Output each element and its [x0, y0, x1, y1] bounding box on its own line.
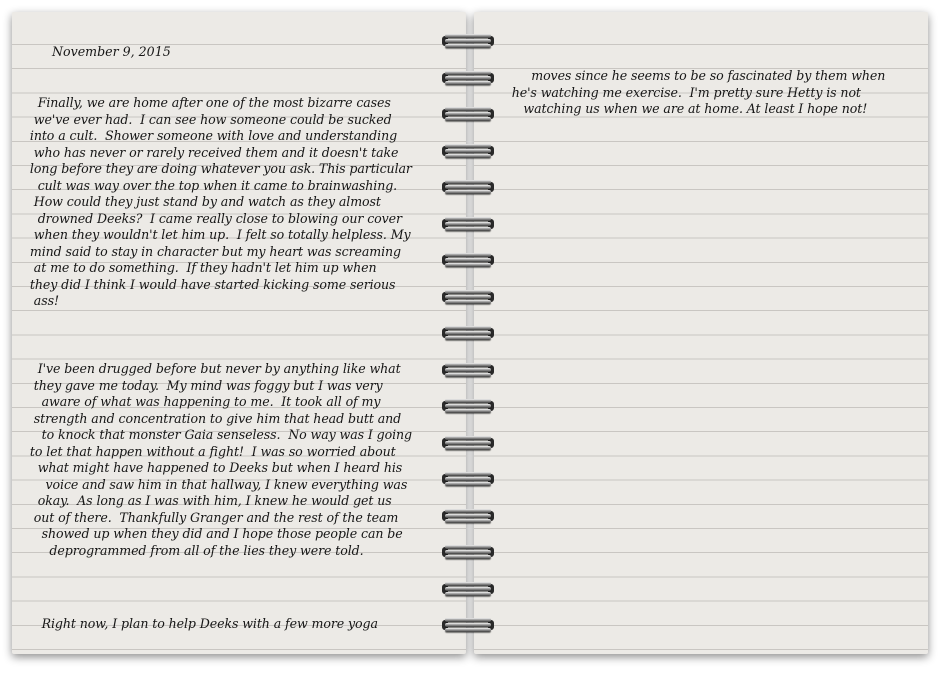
spiral-ring	[442, 144, 494, 158]
text-line: showed up when they did and I hope those people can be	[26, 526, 403, 541]
text-line: deprogrammed from all of the lies they were told.	[26, 542, 364, 558]
text-line: long before they are doing whatever you ask. This particular	[26, 161, 412, 176]
spiral-ring	[442, 326, 494, 340]
spiral-ring	[442, 180, 494, 194]
left-page	[12, 12, 466, 654]
text-line: mind said to stay in character but my heart was screaming	[26, 243, 401, 259]
text-line: he's watching me exercise. I'm pretty sure Hetty is not	[500, 84, 861, 100]
text-line: voice and saw him in that hallway, I knew everything was	[26, 476, 408, 492]
spiral-ring	[442, 545, 494, 559]
spiral-ring	[442, 399, 494, 413]
right-page-text	[500, 68, 885, 118]
text-line: into a cult. Shower someone with love and understanding	[26, 128, 398, 143]
paragraph-3	[26, 616, 378, 633]
spiral-ring	[442, 509, 494, 523]
text-line: watching us when we are at home. At least I hope not!	[500, 101, 868, 116]
text-line: they gave me today. My mind was foggy but I was very	[26, 377, 383, 393]
text-line: we've ever had. I can see how someone could be sucked	[26, 111, 392, 127]
paragraph-2	[26, 361, 412, 559]
text-line: ass!	[26, 293, 59, 308]
text-line: aware of what was happening to me. It took all of my	[26, 394, 381, 409]
notebook	[12, 12, 928, 654]
text-line: strength and concentration to give him that head butt and	[26, 410, 402, 426]
spiral-ring	[442, 34, 494, 48]
entry-date: November 9, 2015	[52, 44, 171, 59]
spiral-ring	[442, 363, 494, 377]
spiral-ring	[442, 107, 494, 121]
spiral-ring	[442, 436, 494, 450]
right-page	[474, 12, 928, 654]
spiral-ring	[442, 582, 494, 596]
spiral-ring	[442, 217, 494, 231]
text-line: at me to do something. If they hadn't let him up when	[26, 260, 377, 275]
spiral-ring	[442, 253, 494, 267]
text-line: to knock that monster Gaia senseless. No way was I going	[26, 427, 413, 442]
text-line: to let that happen without a fight! I was so worried about	[26, 443, 396, 459]
text-line: who has never or rarely received them and it doesn't take	[26, 144, 399, 160]
spiral-ring	[442, 472, 494, 486]
spiral-ring	[442, 618, 494, 632]
text-line: How could they just stand by and watch as they almost	[26, 194, 381, 209]
text-line: when they wouldn't let him up. I felt so totally helpless. My	[26, 227, 411, 242]
text-line: they did I think I would have started kicking some serious	[26, 276, 396, 292]
text-line: drowned Deeks? I came really close to blowing our cover	[26, 210, 402, 226]
spiral-binding	[442, 12, 498, 654]
paragraph-1	[26, 95, 412, 310]
text-line: Right now, I plan to help Deeks with a few more yoga	[26, 616, 378, 631]
text-line: cult was way over the top when it came to brainwashing.	[26, 177, 398, 193]
text-line: okay. As long as I was with him, I knew he would get us	[26, 493, 392, 508]
text-line: I've been drugged before but never by anything like what	[26, 361, 401, 376]
text-line: out of there. Thankfully Granger and the rest of the team	[26, 509, 399, 525]
text-line: what might have happened to Deeks but when I heard his	[26, 460, 403, 475]
text-line: Finally, we are home after one of the most bizarre cases	[26, 95, 391, 110]
spiral-ring	[442, 71, 494, 85]
spiral-ring	[442, 290, 494, 304]
text-line: moves since he seems to be so fascinated by them when	[500, 68, 886, 83]
